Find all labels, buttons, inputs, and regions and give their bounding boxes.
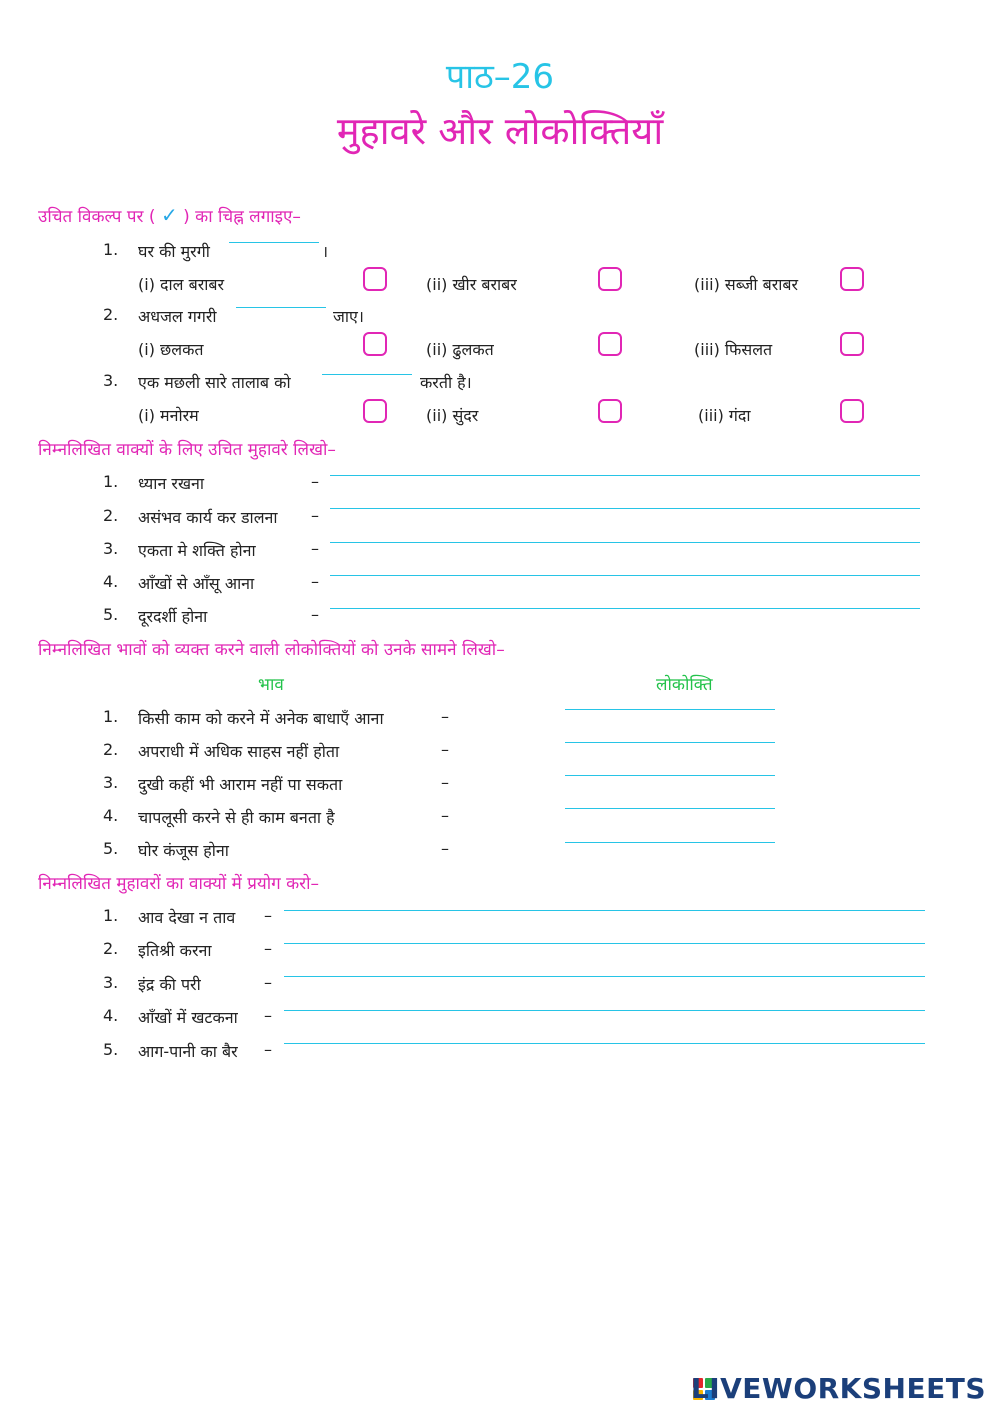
s3-item-1-text: किसी काम को करने में अनेक बाधाएँ आना: [138, 709, 384, 728]
q2-option-3: (iii) फिसलत: [694, 340, 773, 359]
s4-item-5-text: आग-पानी का बैर: [138, 1042, 238, 1061]
q3-option-2: (ii) सुंदर: [426, 406, 479, 425]
q2-option-1-checkbox[interactable]: [363, 332, 387, 356]
s2-item-1-answer-line[interactable]: [330, 475, 920, 476]
q2-option-3-checkbox[interactable]: [840, 332, 864, 356]
q1-suffix: ।: [322, 242, 329, 261]
s2-item-2-dash: –: [311, 506, 319, 525]
s3-item-5-dash: –: [441, 839, 449, 858]
q2-option-2-checkbox[interactable]: [598, 332, 622, 356]
q2-number: 2.: [103, 305, 119, 324]
s2-item-5-number: 5.: [103, 605, 119, 624]
q2-blank[interactable]: [236, 307, 326, 308]
section4-heading: निम्नलिखित मुहावरों का वाक्यों में प्रयोग करो–: [38, 874, 320, 894]
s2-item-4-text: आँखों से आँसू आना: [138, 574, 255, 593]
s4-item-2-text: इतिश्री करना: [138, 941, 212, 960]
q3-option-1: (i) मनोरम: [138, 406, 199, 425]
liveworksheets-logo-text: LIVEWORKSHEETS: [690, 1372, 986, 1405]
s4-item-4-text: आँखों में खटकना: [138, 1008, 238, 1027]
q1-number: 1.: [103, 240, 119, 259]
s3-item-5-text: घोर कंजूस होना: [138, 841, 229, 860]
q2-option-2: (ii) ढुलकत: [426, 340, 494, 359]
s4-item-1-answer-line[interactable]: [284, 910, 925, 911]
q3-blank[interactable]: [322, 374, 412, 375]
s3-item-2-answer-line[interactable]: [565, 742, 775, 743]
s4-item-5-number: 5.: [103, 1040, 119, 1059]
s3-item-5-answer-line[interactable]: [565, 842, 775, 843]
s3-item-2-text: अपराधी में अधिक साहस नहीं होता: [138, 742, 340, 761]
s2-item-3-text: एकता मे शक्ति होना: [138, 541, 256, 560]
s2-item-2-text: असंभव कार्य कर डालना: [138, 508, 278, 527]
s4-item-3-answer-line[interactable]: [284, 976, 925, 977]
s3-item-1-dash: –: [441, 707, 449, 726]
s4-item-3-number: 3.: [103, 973, 119, 992]
s3-item-3-number: 3.: [103, 773, 119, 792]
lesson-number: पाठ–26: [445, 57, 555, 97]
s4-item-5-dash: –: [264, 1040, 272, 1059]
q1-option-2-checkbox[interactable]: [598, 267, 622, 291]
section1-heading: [38, 203, 301, 227]
s3-item-4-dash: –: [441, 806, 449, 825]
q2-text: अधजल गगरी: [138, 307, 217, 326]
q3-number: 3.: [103, 371, 119, 390]
section3-heading: निम्नलिखित भावों को व्यक्त करने वाली लोकोक्तियों को उनके सामने लिखो–: [38, 640, 505, 660]
s2-item-5-answer-line[interactable]: [330, 608, 920, 609]
s3-item-3-answer-line[interactable]: [565, 775, 775, 776]
s3-item-5-number: 5.: [103, 839, 119, 858]
s4-item-1-text: आव देखा न ताव: [138, 908, 236, 927]
column-header-lokokti: लोकोक्ति: [656, 675, 713, 695]
s4-item-2-answer-line[interactable]: [284, 943, 925, 944]
s4-item-4-dash: –: [264, 1006, 272, 1025]
s3-item-1-answer-line[interactable]: [565, 709, 775, 710]
q1-option-3: (iii) सब्जी बराबर: [694, 275, 799, 294]
s2-item-2-answer-line[interactable]: [330, 508, 920, 509]
s2-item-4-answer-line[interactable]: [330, 575, 920, 576]
s4-item-2-number: 2.: [103, 939, 119, 958]
s4-item-3-text: इंद्र की परी: [138, 975, 201, 994]
q1-option-3-checkbox[interactable]: [840, 267, 864, 291]
s3-item-3-dash: –: [441, 773, 449, 792]
s4-item-4-number: 4.: [103, 1006, 119, 1025]
q1-blank[interactable]: [229, 242, 319, 243]
s2-item-4-dash: –: [311, 572, 319, 591]
s3-item-4-number: 4.: [103, 806, 119, 825]
column-header-bhav: भाव: [258, 675, 284, 695]
s2-item-1-number: 1.: [103, 472, 119, 491]
s3-item-2-dash: –: [441, 740, 449, 759]
s4-item-1-dash: –: [264, 906, 272, 925]
s3-item-4-text: चापलूसी करने से ही काम बनता है: [138, 808, 335, 827]
q1-option-1-checkbox[interactable]: [363, 267, 387, 291]
s2-item-2-number: 2.: [103, 506, 119, 525]
s2-item-3-dash: –: [311, 539, 319, 558]
q3-option-1-checkbox[interactable]: [363, 399, 387, 423]
s2-item-3-answer-line[interactable]: [330, 542, 920, 543]
q2-option-1: (i) छलकत: [138, 340, 204, 359]
q3-suffix: करती है।: [420, 373, 472, 392]
s2-item-5-text: दूरदर्शी होना: [138, 607, 208, 626]
s4-item-5-answer-line[interactable]: [284, 1043, 925, 1044]
s3-item-1-number: 1.: [103, 707, 119, 726]
q3-option-3: (iii) गंदा: [698, 406, 751, 425]
q1-option-2: (ii) खीर बराबर: [426, 275, 517, 294]
s4-item-1-number: 1.: [103, 906, 119, 925]
q3-text: एक मछली सारे तालाब को: [138, 373, 291, 392]
page-title: मुहावरे और लोकोक्तियाँ: [336, 109, 664, 153]
s3-item-3-text: दुखी कहीं भी आराम नहीं पा सकता: [138, 775, 343, 794]
s2-item-4-number: 4.: [103, 572, 119, 591]
s4-item-3-dash: –: [264, 973, 272, 992]
s4-item-4-answer-line[interactable]: [284, 1010, 925, 1011]
s2-item-1-dash: –: [311, 472, 319, 491]
s2-item-3-number: 3.: [103, 539, 119, 558]
section1-heading-pre: उचित विकल्प पर (: [38, 207, 156, 227]
q1-option-1: (i) दाल बराबर: [138, 275, 225, 294]
s3-item-4-answer-line[interactable]: [565, 808, 775, 809]
section1-heading-post: ) का चिह्न लगाइए–: [183, 207, 301, 227]
tick-icon: ✓: [160, 203, 178, 227]
section2-heading: निम्नलिखित वाक्यों के लिए उचित मुहावरे लिखो–: [38, 440, 336, 460]
q1-text: घर की मुरगी: [138, 242, 210, 261]
s2-item-1-text: ध्यान रखना: [138, 474, 205, 493]
q3-option-3-checkbox[interactable]: [840, 399, 864, 423]
q3-option-2-checkbox[interactable]: [598, 399, 622, 423]
s3-item-2-number: 2.: [103, 740, 119, 759]
s4-item-2-dash: –: [264, 939, 272, 958]
q2-suffix: जाए।: [333, 307, 364, 326]
s2-item-5-dash: –: [311, 605, 319, 624]
